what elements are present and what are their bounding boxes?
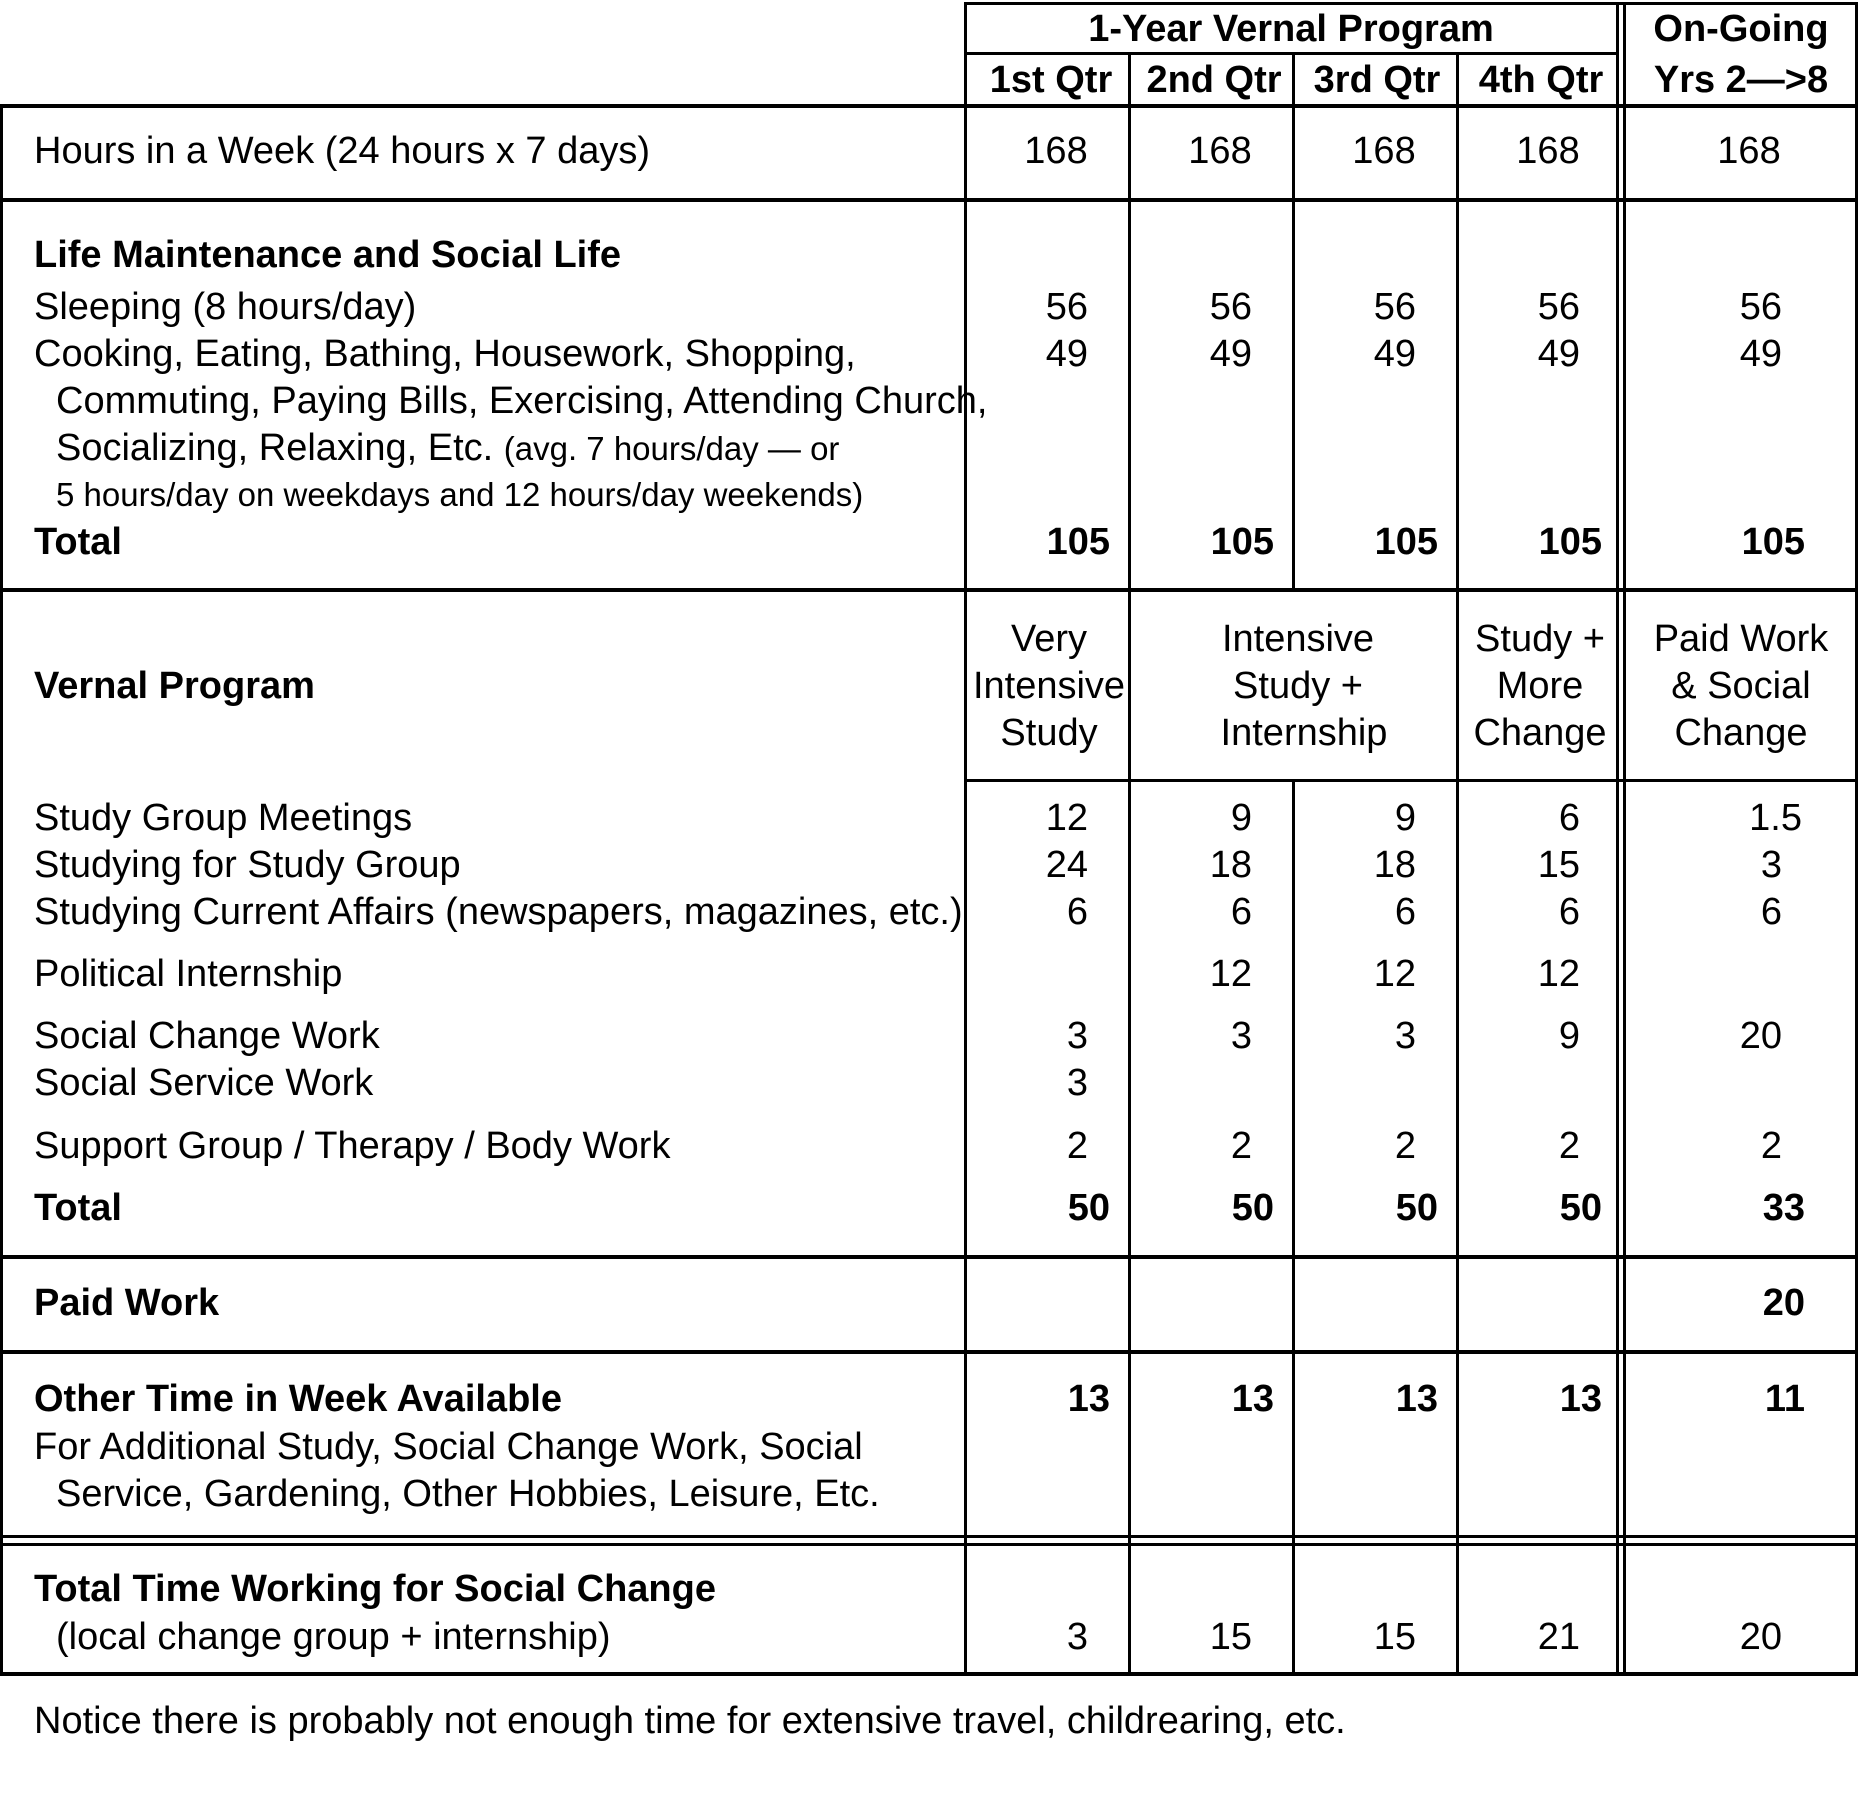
rule-after-other-a — [0, 1535, 1858, 1538]
life-total-value: 105 — [1210, 521, 1274, 563]
vernal-row-label: Support Group / Therapy / Body Work — [34, 1125, 671, 1167]
life-total-value: 105 — [1538, 521, 1602, 563]
vernal-row-value: 1.5 — [1749, 797, 1802, 839]
phase-q1-line: Study — [1000, 712, 1098, 754]
vernal-row-value: 6 — [1394, 891, 1416, 933]
vernal-row-value: 3 — [1760, 844, 1782, 886]
cooking-label-line3-main: Socializing, Relaxing, Etc. — [56, 427, 504, 469]
phase-q1-line: Intensive — [972, 665, 1126, 707]
vernal-row-value: 2 — [1760, 1125, 1782, 1167]
vernal-program-header: 1-Year Vernal Program — [1088, 8, 1494, 50]
hours-week-value: 168 — [1717, 130, 1781, 172]
vernal-row-value: 3 — [1394, 1015, 1416, 1057]
cooking-label-line1: Cooking, Eating, Bathing, Housework, Shopping, — [34, 333, 856, 375]
phase-q4-line: More — [1496, 665, 1584, 707]
hours-week-value: 168 — [1352, 130, 1416, 172]
rule-q2-q3-b — [1292, 779, 1295, 1676]
vernal-row-value: 3 — [1230, 1015, 1252, 1057]
life-total-label: Total — [34, 521, 122, 563]
quarter-header: 2nd Qtr — [1146, 59, 1282, 101]
quarter-header: 1st Qtr — [989, 59, 1113, 101]
rule-after-paid — [0, 1350, 1858, 1354]
rule-bottom — [0, 1672, 1858, 1676]
vernal-row-value: 3 — [1066, 1015, 1088, 1057]
phase-q1-line: Very — [1010, 618, 1088, 660]
rule-top — [966, 2, 1858, 5]
vernal-row-value: 6 — [1558, 891, 1580, 933]
phase-q4-line: Change — [1473, 712, 1607, 754]
social-change-total-value: 21 — [1537, 1616, 1580, 1658]
cooking-label-line3 — [56, 425, 839, 472]
rule-q1-q2 — [1128, 52, 1131, 1676]
social-change-total-value: 3 — [1066, 1616, 1088, 1658]
cooking-label-line3-note: (avg. 7 hours/day — or — [503, 430, 840, 467]
vernal-total-value: 50 — [1395, 1187, 1438, 1229]
phase-ongoing-line: Change — [1674, 712, 1808, 754]
ongoing-header-line2: Yrs 2—>8 — [1653, 59, 1829, 101]
vernal-row-value: 12 — [1373, 953, 1416, 995]
cooking-value: 49 — [1373, 333, 1416, 375]
vernal-program-heading: Vernal Program — [34, 665, 315, 707]
social-change-total-value: 15 — [1373, 1616, 1416, 1658]
life-total-value: 105 — [1741, 521, 1805, 563]
vernal-total-label: Total — [34, 1187, 122, 1229]
vernal-row-label: Social Service Work — [34, 1062, 374, 1104]
vernal-row-label: Studying Current Affairs (newspapers, magazines, etc.) — [34, 891, 963, 933]
vernal-total-value: 50 — [1559, 1187, 1602, 1229]
phase-ongoing-line: & Social — [1671, 665, 1811, 707]
sleeping-value: 56 — [1373, 286, 1416, 328]
vernal-row-value: 3 — [1066, 1062, 1088, 1104]
vernal-row-value: 6 — [1066, 891, 1088, 933]
hours-week-label: Hours in a Week (24 hours x 7 days) — [34, 130, 651, 172]
phase-q4-line: Study + — [1475, 618, 1605, 660]
paid-work-label: Paid Work — [34, 1282, 220, 1324]
phase-q23-line: Intensive — [1221, 618, 1375, 660]
rule-right — [1855, 2, 1858, 1676]
vernal-row-label: Political Internship — [34, 953, 343, 995]
vernal-row-label: Study Group Meetings — [34, 797, 413, 839]
vernal-row-label: Studying for Study Group — [34, 844, 461, 886]
hours-week-value: 168 — [1516, 130, 1580, 172]
sleeping-value: 56 — [1739, 286, 1782, 328]
sleeping-value: 56 — [1209, 286, 1252, 328]
vernal-row-value: 12 — [1209, 953, 1252, 995]
cooking-label-line4: 5 hours/day on weekdays and 12 hours/day weekends) — [56, 476, 864, 513]
rule-left — [0, 104, 3, 1676]
sleeping-value: 56 — [1537, 286, 1580, 328]
cooking-value: 49 — [1739, 333, 1782, 375]
other-time-value: 13 — [1395, 1378, 1438, 1420]
vernal-row-label: Social Change Work — [34, 1015, 380, 1057]
vernal-row-value: 2 — [1558, 1125, 1580, 1167]
vernal-row-value: 9 — [1394, 797, 1416, 839]
rule-after-life — [0, 588, 1858, 592]
vernal-row-value: 12 — [1537, 953, 1580, 995]
vernal-row-value: 20 — [1739, 1015, 1782, 1057]
vernal-row-value: 9 — [1230, 797, 1252, 839]
cooking-value: 49 — [1209, 333, 1252, 375]
life-total-value: 105 — [1374, 521, 1438, 563]
social-change-total-label: Total Time Working for Social Change — [34, 1568, 716, 1610]
hours-week-value: 168 — [1024, 130, 1088, 172]
cooking-value: 49 — [1537, 333, 1580, 375]
other-time-value: 13 — [1559, 1378, 1602, 1420]
vernal-row-value: 18 — [1373, 844, 1416, 886]
rule-ongoing-a — [1616, 2, 1619, 1676]
vernal-row-label-clip — [34, 889, 964, 935]
vernal-row-value: 9 — [1558, 1015, 1580, 1057]
other-time-value: 13 — [1067, 1378, 1110, 1420]
life-maintenance-heading: Life Maintenance and Social Life — [34, 234, 622, 276]
vernal-row-value: 6 — [1558, 797, 1580, 839]
cooking-value: 49 — [1045, 333, 1088, 375]
vernal-row-value: 18 — [1209, 844, 1252, 886]
rule-after-other-b — [0, 1543, 1858, 1546]
other-time-value: 11 — [1764, 1378, 1805, 1420]
vernal-total-value: 50 — [1231, 1187, 1274, 1229]
rule-label-divider — [964, 2, 967, 1676]
paid-work-value: 20 — [1762, 1282, 1805, 1324]
ongoing-header-line1: On-Going — [1653, 8, 1829, 50]
other-time-desc-line2: Service, Gardening, Other Hobbies, Leisure, Etc. — [56, 1473, 880, 1515]
other-time-desc-line1: For Additional Study, Social Change Work, Social — [34, 1426, 863, 1468]
vernal-row-value: 6 — [1230, 891, 1252, 933]
rule-header-bottom — [0, 104, 1858, 108]
quarter-header: 4th Qtr — [1478, 59, 1604, 101]
social-change-total-value: 20 — [1739, 1616, 1782, 1658]
sleeping-label: Sleeping (8 hours/day) — [34, 286, 417, 328]
other-time-value: 13 — [1231, 1378, 1274, 1420]
vernal-row-value: 12 — [1045, 797, 1088, 839]
vernal-row-value: 2 — [1394, 1125, 1416, 1167]
social-change-total-value: 15 — [1209, 1616, 1252, 1658]
rule-phase-bottom — [966, 779, 1858, 782]
sleeping-value: 56 — [1045, 286, 1088, 328]
quarter-header: 3rd Qtr — [1313, 59, 1441, 101]
other-time-label: Other Time in Week Available — [34, 1378, 562, 1420]
vernal-row-value: 15 — [1537, 844, 1580, 886]
footnote: Notice there is probably not enough time for extensive travel, childrearing, etc. — [34, 1700, 1346, 1742]
rule-after-vernal — [0, 1255, 1858, 1259]
vernal-row-value: 2 — [1230, 1125, 1252, 1167]
phase-q23-line: Internship — [1220, 712, 1388, 754]
vernal-row-value: 2 — [1066, 1125, 1088, 1167]
rule-q3-q4 — [1456, 52, 1459, 1676]
rule-ongoing-b — [1623, 2, 1626, 1676]
vernal-total-value: 50 — [1067, 1187, 1110, 1229]
rule-q2-q3-a — [1292, 52, 1295, 592]
life-total-value: 105 — [1046, 521, 1110, 563]
social-change-total-sublabel: (local change group + internship) — [56, 1616, 611, 1658]
cooking-label-line2: Commuting, Paying Bills, Exercising, Attending Church, — [56, 380, 988, 422]
phase-ongoing-line: Paid Work — [1653, 618, 1829, 660]
rule-after-hours — [0, 198, 1858, 202]
vernal-total-value: 33 — [1762, 1187, 1805, 1229]
vernal-row-value: 6 — [1760, 891, 1782, 933]
phase-q23-line: Study + — [1233, 665, 1363, 707]
hours-week-value: 168 — [1188, 130, 1252, 172]
vernal-row-value: 24 — [1045, 844, 1088, 886]
